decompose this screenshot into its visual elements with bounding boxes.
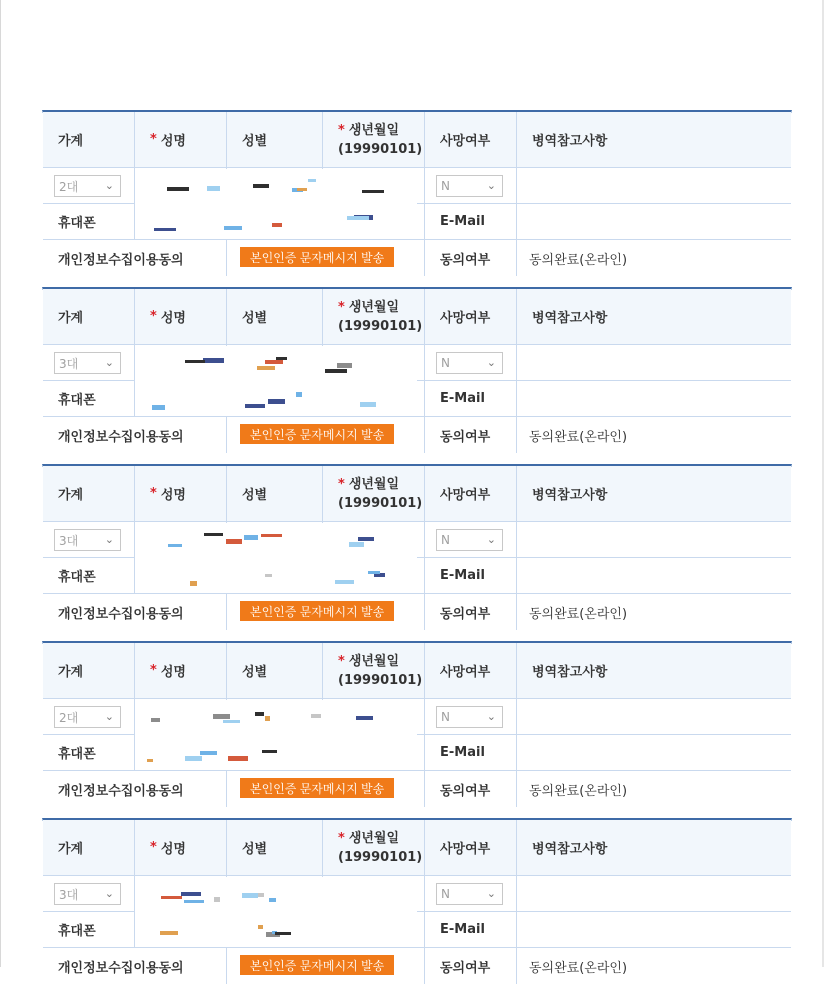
chevron-down-icon: ⌄: [486, 179, 496, 192]
redacted-text-fragment: [184, 900, 204, 903]
redacted-text-fragment: [360, 402, 376, 407]
record-header-row: [43, 466, 791, 522]
redacted-text-fragment: [244, 535, 258, 540]
gender-header: [226, 112, 322, 167]
household-header-label: 가계: [58, 311, 84, 326]
chevron-down-icon: ⌄: [486, 887, 496, 900]
redacted-area: [135, 346, 417, 416]
redacted-text-fragment: [349, 542, 364, 547]
consent-status-value: 동의완료(온라인): [529, 960, 628, 976]
consent-status-cell: [516, 240, 791, 276]
email-label: E-Mail: [440, 214, 485, 229]
birthdate-header-line: [338, 652, 399, 671]
record-header-row: [43, 820, 791, 876]
household-header-label: 가계: [58, 665, 84, 680]
military-header: [516, 643, 791, 698]
privacy-consent-button-cell: [226, 948, 424, 984]
redacted-text-fragment: [185, 756, 202, 761]
deceased-header: [424, 112, 516, 167]
email-cell[interactable]: [516, 735, 791, 770]
consent-status-cell: [516, 594, 791, 630]
gender-header-label: 성별: [242, 842, 268, 857]
name-header: [134, 289, 226, 344]
military-header-label: 병역참고사항: [532, 665, 608, 680]
gender-header-label: 성별: [242, 665, 268, 680]
redacted-text-fragment: [213, 714, 230, 719]
consent-status-label-cell: [424, 417, 516, 453]
record-consent-row: [43, 240, 791, 276]
deceased-cell: [424, 699, 516, 734]
required-mark: *: [150, 309, 157, 324]
redacted-text-fragment: [262, 750, 277, 753]
redacted-text-fragment: [147, 759, 153, 762]
privacy-consent-label-cell: [43, 771, 226, 807]
family-record: [42, 110, 792, 268]
deceased-select-value: N: [441, 887, 450, 901]
chevron-down-icon: ⌄: [486, 710, 496, 723]
birthdate-header-label: 생년월일: [348, 122, 400, 138]
record-header-row: [43, 289, 791, 345]
birthdate-header-line: [338, 121, 399, 140]
consent-status-cell: [516, 417, 791, 453]
email-label-cell: [424, 735, 516, 770]
consent-status-label: 동의여부: [440, 783, 491, 799]
redacted-area: [135, 700, 417, 770]
chevron-down-icon: ⌄: [104, 179, 114, 192]
household-header-label: 가계: [58, 488, 84, 503]
redacted-text-fragment: [168, 544, 182, 547]
record-consent-row: [43, 771, 791, 807]
redacted-text-fragment: [265, 716, 270, 721]
redacted-text-fragment: [337, 363, 352, 368]
privacy-consent-label: 개인정보수집이용동의: [58, 429, 184, 445]
generation-select-value: 2대: [59, 179, 79, 194]
email-label-cell: [424, 381, 516, 416]
record-consent-row: [43, 417, 791, 453]
household-cell: [43, 876, 134, 911]
redacted-text-fragment: [258, 925, 263, 929]
privacy-consent-label-cell: [43, 594, 226, 630]
consent-status-label: 동의여부: [440, 960, 491, 976]
chevron-down-icon: ⌄: [104, 533, 114, 546]
military-header-label: 병역참고사항: [532, 842, 608, 857]
send-verification-sms-button[interactable]: 본인인증 문자메시지 발송: [240, 247, 394, 267]
family-record: [42, 464, 792, 622]
redacted-text-fragment: [214, 897, 220, 902]
redacted-text-fragment: [347, 216, 369, 220]
birthdate-header: [322, 289, 424, 344]
redacted-text-fragment: [257, 366, 275, 370]
deceased-cell: [424, 876, 516, 911]
redacted-text-fragment: [253, 184, 269, 188]
generation-select[interactable]: [54, 529, 121, 551]
consent-status-label-cell: [424, 948, 516, 984]
consent-status-label: 동의여부: [440, 606, 491, 622]
mobile-label-cell: [43, 912, 134, 947]
privacy-consent-label: 개인정보수집이용동의: [58, 606, 184, 622]
consent-status-cell: [516, 771, 791, 807]
deceased-select[interactable]: [436, 883, 503, 905]
birthdate-header-line: [338, 298, 399, 317]
family-record: [42, 641, 792, 799]
redacted-text-fragment: [272, 223, 282, 227]
required-mark: *: [150, 132, 157, 147]
household-cell: [43, 522, 134, 557]
redacted-text-fragment: [335, 580, 354, 584]
consent-status-value: 동의완료(온라인): [529, 429, 628, 445]
deceased-header-label: 사망여부: [440, 842, 491, 857]
redacted-text-fragment: [297, 188, 307, 191]
military-header: [516, 289, 791, 344]
birthdate-format-hint: (19990101): [338, 141, 423, 157]
generation-select[interactable]: [54, 883, 121, 905]
redacted-text-fragment: [204, 533, 223, 536]
redacted-text-fragment: [275, 932, 291, 935]
family-record: [42, 818, 792, 976]
consent-status-value: 동의완료(온라인): [529, 252, 628, 268]
birthdate-header-line: [338, 829, 399, 848]
deceased-cell: [424, 345, 516, 380]
household-header-label: 가계: [58, 134, 84, 149]
military-cell: [516, 699, 791, 734]
consent-status-label-cell: [424, 240, 516, 276]
household-cell: [43, 168, 134, 203]
redacted-text-fragment: [245, 404, 265, 408]
redacted-text-fragment: [151, 718, 160, 722]
mobile-label: 휴대폰: [58, 216, 96, 231]
deceased-header: [424, 289, 516, 344]
birthdate-format-hint: (19990101): [338, 318, 423, 334]
redacted-text-fragment: [362, 190, 384, 193]
gender-header-label: 성별: [242, 311, 268, 326]
redacted-text-fragment: [311, 714, 321, 718]
military-cell: [516, 168, 791, 203]
email-cell[interactable]: [516, 912, 791, 947]
required-mark: *: [150, 840, 157, 855]
deceased-cell: [424, 522, 516, 557]
redacted-text-fragment: [226, 539, 242, 544]
birthdate-header-label: 생년월일: [348, 476, 400, 492]
gender-header-label: 성별: [242, 488, 268, 503]
military-header: [516, 820, 791, 875]
birthdate-header: [322, 112, 424, 167]
record-consent-row: [43, 594, 791, 630]
record-consent-row: [43, 948, 791, 984]
deceased-select[interactable]: [436, 529, 503, 551]
redacted-text-fragment: [268, 399, 285, 404]
redacted-text-fragment: [185, 360, 205, 363]
redacted-text-fragment: [308, 179, 316, 182]
deceased-select-value: N: [441, 710, 450, 724]
send-verification-sms-button[interactable]: 본인인증 문자메시지 발송: [240, 778, 394, 798]
redacted-text-fragment: [368, 571, 380, 574]
mobile-label-cell: [43, 204, 134, 239]
consent-status-cell: [516, 948, 791, 984]
deceased-select-value: N: [441, 533, 450, 547]
email-label-cell: [424, 558, 516, 593]
redacted-text-fragment: [200, 751, 217, 755]
required-mark: *: [338, 299, 345, 315]
name-header-label: 성명: [160, 134, 186, 149]
redacted-text-fragment: [181, 892, 201, 896]
birthdate-header-label: 생년월일: [348, 653, 400, 669]
redacted-text-fragment: [358, 537, 374, 541]
email-label: E-Mail: [440, 391, 485, 406]
birthdate-format-hint: (19990101): [338, 849, 423, 865]
name-header: [134, 643, 226, 698]
gender-header: [226, 820, 322, 875]
generation-select[interactable]: [54, 175, 121, 197]
birthdate-header: [322, 643, 424, 698]
consent-status-value: 동의완료(온라인): [529, 783, 628, 799]
mobile-label-cell: [43, 381, 134, 416]
deceased-header-label: 사망여부: [440, 134, 491, 149]
military-header-label: 병역참고사항: [532, 488, 608, 503]
military-header-label: 병역참고사항: [532, 134, 608, 149]
gender-header: [226, 466, 322, 521]
record-header-row: [43, 112, 791, 168]
birthdate-header-label: 생년월일: [348, 299, 400, 315]
redacted-area: [135, 877, 417, 947]
email-label: E-Mail: [440, 568, 485, 583]
military-cell: [516, 345, 791, 380]
generation-select[interactable]: [54, 352, 121, 374]
consent-status-label-cell: [424, 594, 516, 630]
required-mark: *: [338, 653, 345, 669]
deceased-select[interactable]: [436, 175, 503, 197]
generation-select-value: 3대: [59, 887, 79, 902]
household-header: [43, 643, 134, 698]
privacy-consent-button-cell: [226, 417, 424, 453]
redacted-text-fragment: [356, 716, 373, 720]
mobile-label-cell: [43, 558, 134, 593]
redacted-text-fragment: [154, 228, 176, 231]
required-mark: *: [150, 663, 157, 678]
household-header: [43, 820, 134, 875]
chevron-down-icon: ⌄: [104, 356, 114, 369]
redacted-text-fragment: [203, 358, 224, 363]
redacted-text-fragment: [223, 720, 240, 723]
privacy-consent-label: 개인정보수집이용동의: [58, 960, 184, 976]
required-mark: *: [338, 476, 345, 492]
redacted-text-fragment: [255, 712, 264, 716]
gender-header: [226, 289, 322, 344]
redacted-text-fragment: [152, 405, 165, 410]
redacted-text-fragment: [190, 581, 197, 586]
household-cell: [43, 345, 134, 380]
send-verification-sms-button[interactable]: 본인인증 문자메시지 발송: [240, 955, 394, 975]
redacted-text-fragment: [265, 360, 283, 364]
required-mark: *: [150, 486, 157, 501]
deceased-header: [424, 466, 516, 521]
name-header-label: 성명: [160, 488, 186, 503]
military-cell: [516, 522, 791, 557]
redacted-area: [135, 523, 417, 593]
page-left-edge: [0, 0, 1, 967]
household-header: [43, 466, 134, 521]
chevron-down-icon: ⌄: [486, 533, 496, 546]
deceased-select-value: N: [441, 179, 450, 193]
privacy-consent-label: 개인정보수집이용동의: [58, 783, 184, 799]
mobile-label: 휴대폰: [58, 393, 96, 408]
privacy-consent-button-cell: [226, 240, 424, 276]
birthdate-format-hint: (19990101): [338, 495, 423, 511]
name-header-label: 성명: [160, 665, 186, 680]
name-header: [134, 820, 226, 875]
consent-status-label: 동의여부: [440, 252, 491, 268]
redacted-text-fragment: [265, 574, 272, 577]
redacted-text-fragment: [269, 898, 276, 902]
deceased-header-label: 사망여부: [440, 665, 491, 680]
email-cell[interactable]: [516, 381, 791, 416]
generation-select[interactable]: [54, 706, 121, 728]
birthdate-header: [322, 466, 424, 521]
privacy-consent-button-cell: [226, 771, 424, 807]
family-record: [42, 287, 792, 445]
redacted-text-fragment: [224, 226, 242, 230]
redacted-area: [135, 169, 417, 239]
email-label: E-Mail: [440, 745, 485, 760]
military-cell: [516, 876, 791, 911]
privacy-consent-label-cell: [43, 417, 226, 453]
deceased-header-label: 사망여부: [440, 311, 491, 326]
military-header: [516, 112, 791, 167]
generation-select-value: 3대: [59, 356, 79, 371]
deceased-header: [424, 643, 516, 698]
email-label-cell: [424, 912, 516, 947]
name-header-label: 성명: [160, 842, 186, 857]
email-cell[interactable]: [516, 558, 791, 593]
required-mark: *: [338, 830, 345, 846]
household-header: [43, 289, 134, 344]
military-header-label: 병역참고사항: [532, 311, 608, 326]
privacy-consent-label-cell: [43, 240, 226, 276]
birthdate-header-label: 생년월일: [348, 830, 400, 846]
redacted-text-fragment: [242, 893, 258, 898]
privacy-consent-button-cell: [226, 594, 424, 630]
consent-status-label-cell: [424, 771, 516, 807]
birthdate-format-hint: (19990101): [338, 672, 423, 688]
mobile-label: 휴대폰: [58, 924, 96, 939]
deceased-header-label: 사망여부: [440, 488, 491, 503]
redacted-text-fragment: [161, 896, 182, 899]
redacted-text-fragment: [296, 392, 302, 397]
email-cell[interactable]: [516, 204, 791, 239]
generation-select-value: 2대: [59, 710, 79, 725]
redacted-text-fragment: [167, 187, 189, 191]
household-header-label: 가계: [58, 842, 84, 857]
redacted-text-fragment: [228, 756, 248, 761]
redacted-text-fragment: [207, 186, 220, 191]
birthdate-header: [322, 820, 424, 875]
name-header: [134, 466, 226, 521]
consent-status-value: 동의완료(온라인): [529, 606, 628, 622]
mobile-label: 휴대폰: [58, 747, 96, 762]
email-label: E-Mail: [440, 922, 485, 937]
military-header: [516, 466, 791, 521]
required-mark: *: [338, 122, 345, 138]
redacted-text-fragment: [160, 931, 178, 935]
generation-select-value: 3대: [59, 533, 79, 548]
mobile-label: 휴대폰: [58, 570, 96, 585]
name-header: [134, 112, 226, 167]
email-label-cell: [424, 204, 516, 239]
consent-status-label: 동의여부: [440, 429, 491, 445]
gender-header-label: 성별: [242, 134, 268, 149]
chevron-down-icon: ⌄: [486, 356, 496, 369]
deceased-cell: [424, 168, 516, 203]
birthdate-header-line: [338, 475, 399, 494]
deceased-select[interactable]: [436, 706, 503, 728]
send-verification-sms-button[interactable]: 본인인증 문자메시지 발송: [240, 601, 394, 621]
deceased-header: [424, 820, 516, 875]
send-verification-sms-button[interactable]: 본인인증 문자메시지 발송: [240, 424, 394, 444]
deceased-select[interactable]: [436, 352, 503, 374]
deceased-select-value: N: [441, 356, 450, 370]
name-header-label: 성명: [160, 311, 186, 326]
gender-header: [226, 643, 322, 698]
chevron-down-icon: ⌄: [104, 710, 114, 723]
redacted-text-fragment: [261, 534, 282, 537]
household-header: [43, 112, 134, 167]
record-header-row: [43, 643, 791, 699]
privacy-consent-label: 개인정보수집이용동의: [58, 252, 184, 268]
chevron-down-icon: ⌄: [104, 887, 114, 900]
privacy-consent-label-cell: [43, 948, 226, 984]
mobile-label-cell: [43, 735, 134, 770]
redacted-text-fragment: [325, 369, 347, 373]
household-cell: [43, 699, 134, 734]
